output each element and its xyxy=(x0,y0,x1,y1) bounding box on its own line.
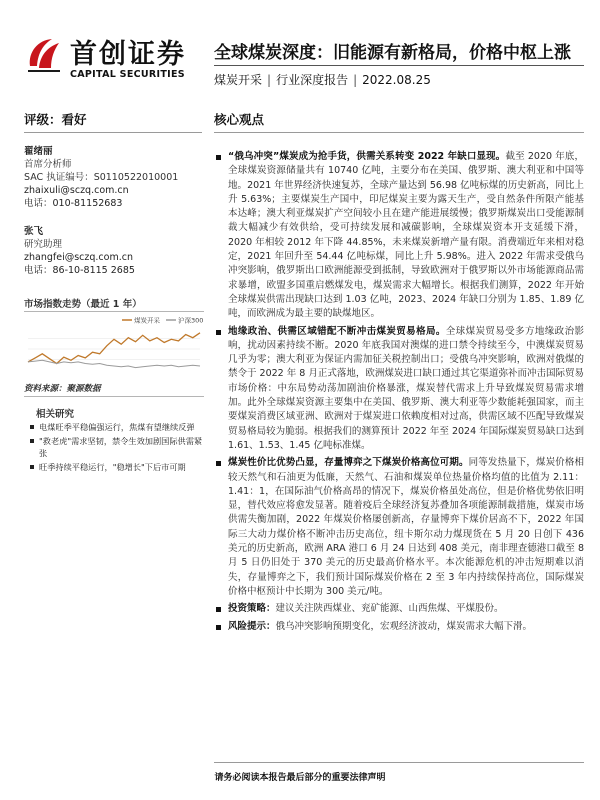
core-view-bullet xyxy=(216,602,584,616)
related-research-item[interactable]: 旺季持续平稳运行，"稳增长"下后市可期 xyxy=(30,461,205,473)
report-industry: 煤炭开采 xyxy=(214,73,263,87)
chart-legend xyxy=(122,316,203,325)
rating-value: 看好 xyxy=(61,112,87,127)
meta-separator: | xyxy=(353,73,358,87)
report-meta xyxy=(214,71,431,88)
bullet-lead: 投资策略： xyxy=(228,603,276,615)
meta-separator: | xyxy=(267,73,272,87)
header-divider xyxy=(214,65,584,66)
analyst-cert: SAC 执证编号：S0110522010001 xyxy=(24,172,179,183)
report-title: 全球煤炭深度：旧能源有新格局，价格中枢上涨 xyxy=(214,43,571,63)
report-type: 行业深度报告 xyxy=(276,73,349,87)
footer-divider xyxy=(214,762,584,763)
rating xyxy=(24,110,87,128)
brand-name-en: CAPITAL SECURITIES xyxy=(70,69,185,80)
bullet-lead: 风险提示： xyxy=(228,620,276,632)
market-index-source: 资料来源：聚源数据 xyxy=(24,384,101,394)
market-source-divider xyxy=(24,396,204,397)
related-research-item[interactable]: "救老虎"需求坚韧，禁令生效加剧国际供需紧张 xyxy=(30,435,205,459)
brand-logo xyxy=(24,28,200,84)
series-line-coal-mining xyxy=(28,333,200,364)
bullet-lead: “俄乌冲突”煤炭成为抢手货，供需关系转变 2022 年缺口显现。 xyxy=(228,151,506,162)
bullet-body: 全球煤炭贸易受多方地缘政治影响，扰动因素持续不断。2020 年底我国对澳煤的进口禁令持续至今，中澳煤炭贸易几乎为零；澳大利亚为保证内需加征关税控制出口；受俄乌冲突影响，欧洲对俄煤的禁令于 2022 年 8 月正式落地，欧洲煤炭进口缺口通过其它渠道弥补而冲击国际贸易市场价格：中东局势动荡加剧油价格暴涨，煤炭替代需求上升导致煤炭贸易需求增加。此外全球煤炭资源主要集中在美国、俄罗斯、澳大利亚等少数能耗强国家，而主要煤炭消费区域亚洲、欧洲对于煤炭进口依赖度相对过高，供需区域不匹配导致煤炭贸易格局较为脆弱。根据我们的测算预计 2022 年至 2024 年国际煤炭贸易缺口达到 1.61、1.53、1.45 亿吨标准煤。 xyxy=(228,325,584,451)
core-view-title: 核心观点 xyxy=(214,112,265,127)
analyst-name: 张飞 xyxy=(24,226,44,237)
legend-label: 沪深300 xyxy=(178,316,204,325)
legal-disclaimer: 请务必阅读本报告最后部分的重要法律声明 xyxy=(214,773,386,783)
bullet-lead: 煤炭性价比优势凸显，存量博弈之下煤炭价格高位可期。 xyxy=(228,457,469,469)
left-divider xyxy=(24,132,202,133)
core-view-list xyxy=(216,150,584,634)
analyst-phone: 电话：010-81152683 xyxy=(24,198,123,209)
bullet-lead: 地缘政治、供需区域错配不断冲击煤炭贸易格局。 xyxy=(228,325,446,337)
analyst-email[interactable]: zhaixuli@sczq.com.cn xyxy=(24,185,129,196)
market-index-divider xyxy=(24,311,204,312)
related-research-title: 相关研究 xyxy=(36,409,75,420)
bullet-body: 截至 2020 年底，全球煤炭资源储量共有 10740 亿吨，主要分布在美国、俄罗斯、澳大利亚和中国等地。2021 年世界经济快速复苏，全球产量达到 56.98 亿吨标煤的历史新高，同比上升 5.63%；主要煤炭生产国中，印尼煤炭主要为露天生产，受自然条件所限产能基本达峰；澳大利亚煤炭扩产空间较小且在建产能进展缓慢；俄罗斯煤炭出口受能源制裁大幅减少有效供给，受可持续发展和减碳影响，全球煤炭资本开支延缓下滑，2020 年相较 2012 年下降 44.85%，未来煤炭新增产量有限。消费端近年来相对稳定，2021 年回升至 54.44 亿吨标煤，同比上升 5.98%。进入 2022 年需求受俄乌冲突影响，俄罗斯出口欧洲能源受到抵制，导致欧洲对于俄罗斯以外市场能源商品需求暴增，欧盟多国重启燃煤发电，煤炭需求大幅增长。根据我们测算，2022 年开始全球煤炭供需出现缺口达到 1.03 亿吨，2023、2024 年缺口分别为 1.85、1.89 亿吨，而欧洲成为最主要的缺煤地区。 xyxy=(228,151,585,320)
market-index-title: 市场指数走势（最近 1 年） xyxy=(24,299,142,310)
core-view-divider xyxy=(214,132,584,133)
related-research-list xyxy=(30,421,205,475)
core-view-bullet xyxy=(216,456,584,599)
analyst-card xyxy=(24,225,206,277)
analyst-card xyxy=(24,145,206,210)
legend-label: 煤炭开采 xyxy=(134,316,160,325)
related-research-item[interactable]: 电煤旺季平稳偏强运行，焦煤有望继续反弹 xyxy=(30,421,205,433)
rating-label: 评级： xyxy=(24,112,62,127)
report-date: 2022.08.25 xyxy=(362,73,431,87)
analyst-email[interactable]: zhangfei@sczq.com.cn xyxy=(24,252,133,263)
core-view-bullet xyxy=(216,150,584,322)
bullet-body: 俄乌冲突影响预期变化，宏观经济波动，煤炭需求大幅下滑。 xyxy=(275,620,533,632)
analyst-name: 翟绪丽 xyxy=(24,146,53,157)
chart-gridlines xyxy=(28,339,200,360)
brand-name-cn: 首创证券 xyxy=(70,39,186,70)
analyst-phone: 电话：86-10-8115 2685 xyxy=(24,265,135,276)
capital-securities-logo-icon xyxy=(24,34,64,74)
market-index-chart xyxy=(24,314,204,374)
bullet-body: 同等发热量下，煤炭价格相较天然气和石油更为低廉，天然气、石油和煤炭单位热量价格均值的比值为 2.11：1.41：1，在国际油气价格高昂的情况下，煤炭价格虽处高位，但是价格优势依旧明显，替代效应将愈发显著。随着疫后全球经济复苏叠加各项能源制裁措施，煤炭市场供需失衡加剧，2022 年煤炭价格屡创新高，存量博弈下煤价居高不下，2022 年国际三大动力煤价格不断冲击历史高位，纽卡斯尔动力煤现货在 5 月 20 日创下 436 美元的历史新高，欧洲 ARA 港口 6 月 24 日达到 408 美元，南非理查德港口截至 8 月 5 日仍旧处于 370 美元的历史最高价格水平。本次能源危机的冲击短期难以消失，存量博弈之下，我们预计国际煤炭价格在 2 至 3 年内持续保持高位，国际煤炭价格中枢预计中长期为 300 美元/吨。 xyxy=(228,457,584,597)
analyst-role: 首席分析师 xyxy=(24,159,72,170)
analyst-role: 研究助理 xyxy=(24,239,63,250)
chart-series xyxy=(28,333,200,368)
core-view-bullet xyxy=(216,620,584,634)
bullet-body: 建议关注陕西煤业、兖矿能源、山西焦煤、平煤股份。 xyxy=(275,603,504,615)
core-view-bullet xyxy=(216,325,584,454)
